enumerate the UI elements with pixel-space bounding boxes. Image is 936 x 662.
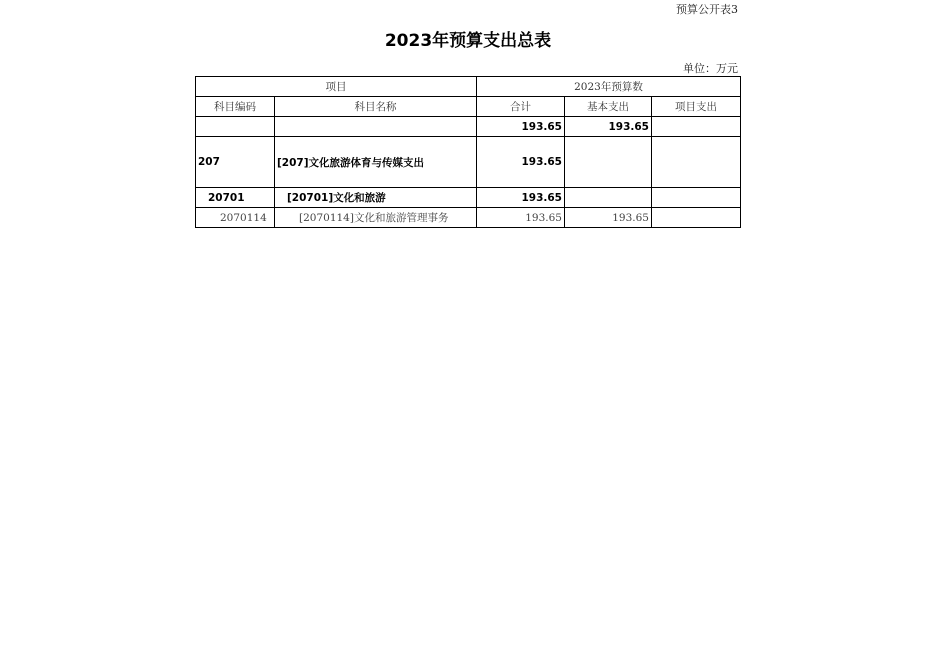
unit-label: 单位：万元 — [683, 62, 738, 75]
row-code — [196, 117, 275, 137]
row-name: [2070114]文化和旅游管理事务 — [275, 208, 477, 228]
row-basic: 193.65 — [565, 208, 652, 228]
group-header-budget: 2023年预算数 — [477, 77, 741, 97]
table-row-total — [196, 117, 741, 137]
table-row — [196, 208, 741, 228]
column-header-name: 科目名称 — [275, 97, 477, 117]
row-total: 193.65 — [477, 188, 565, 208]
table-group-header-row — [196, 77, 741, 97]
row-project — [652, 208, 741, 228]
column-header-basic: 基本支出 — [565, 97, 652, 117]
row-name: [207]文化旅游体育与传媒支出 — [275, 137, 477, 188]
row-name — [275, 117, 477, 137]
row-basic: 193.65 — [565, 117, 652, 137]
table-row — [196, 137, 741, 188]
row-code: 2070114 — [196, 208, 275, 228]
row-code: 20701 — [196, 188, 275, 208]
row-name: [20701]文化和旅游 — [275, 188, 477, 208]
budget-table — [195, 76, 741, 228]
table-column-header-row — [196, 97, 741, 117]
row-code: 207 — [196, 137, 275, 188]
group-header-item: 项目 — [196, 77, 477, 97]
column-header-total: 合计 — [477, 97, 565, 117]
row-project — [652, 117, 741, 137]
table-row — [196, 188, 741, 208]
column-header-project: 项目支出 — [652, 97, 741, 117]
row-basic — [565, 188, 652, 208]
column-header-code: 科目编码 — [196, 97, 275, 117]
row-total: 193.65 — [477, 208, 565, 228]
page-title: 2023年预算支出总表 — [384, 31, 552, 51]
row-project — [652, 137, 741, 188]
row-total: 193.65 — [477, 137, 565, 188]
row-total: 193.65 — [477, 117, 565, 137]
row-basic — [565, 137, 652, 188]
form-number-label: 预算公开表3 — [676, 3, 738, 16]
row-project — [652, 188, 741, 208]
